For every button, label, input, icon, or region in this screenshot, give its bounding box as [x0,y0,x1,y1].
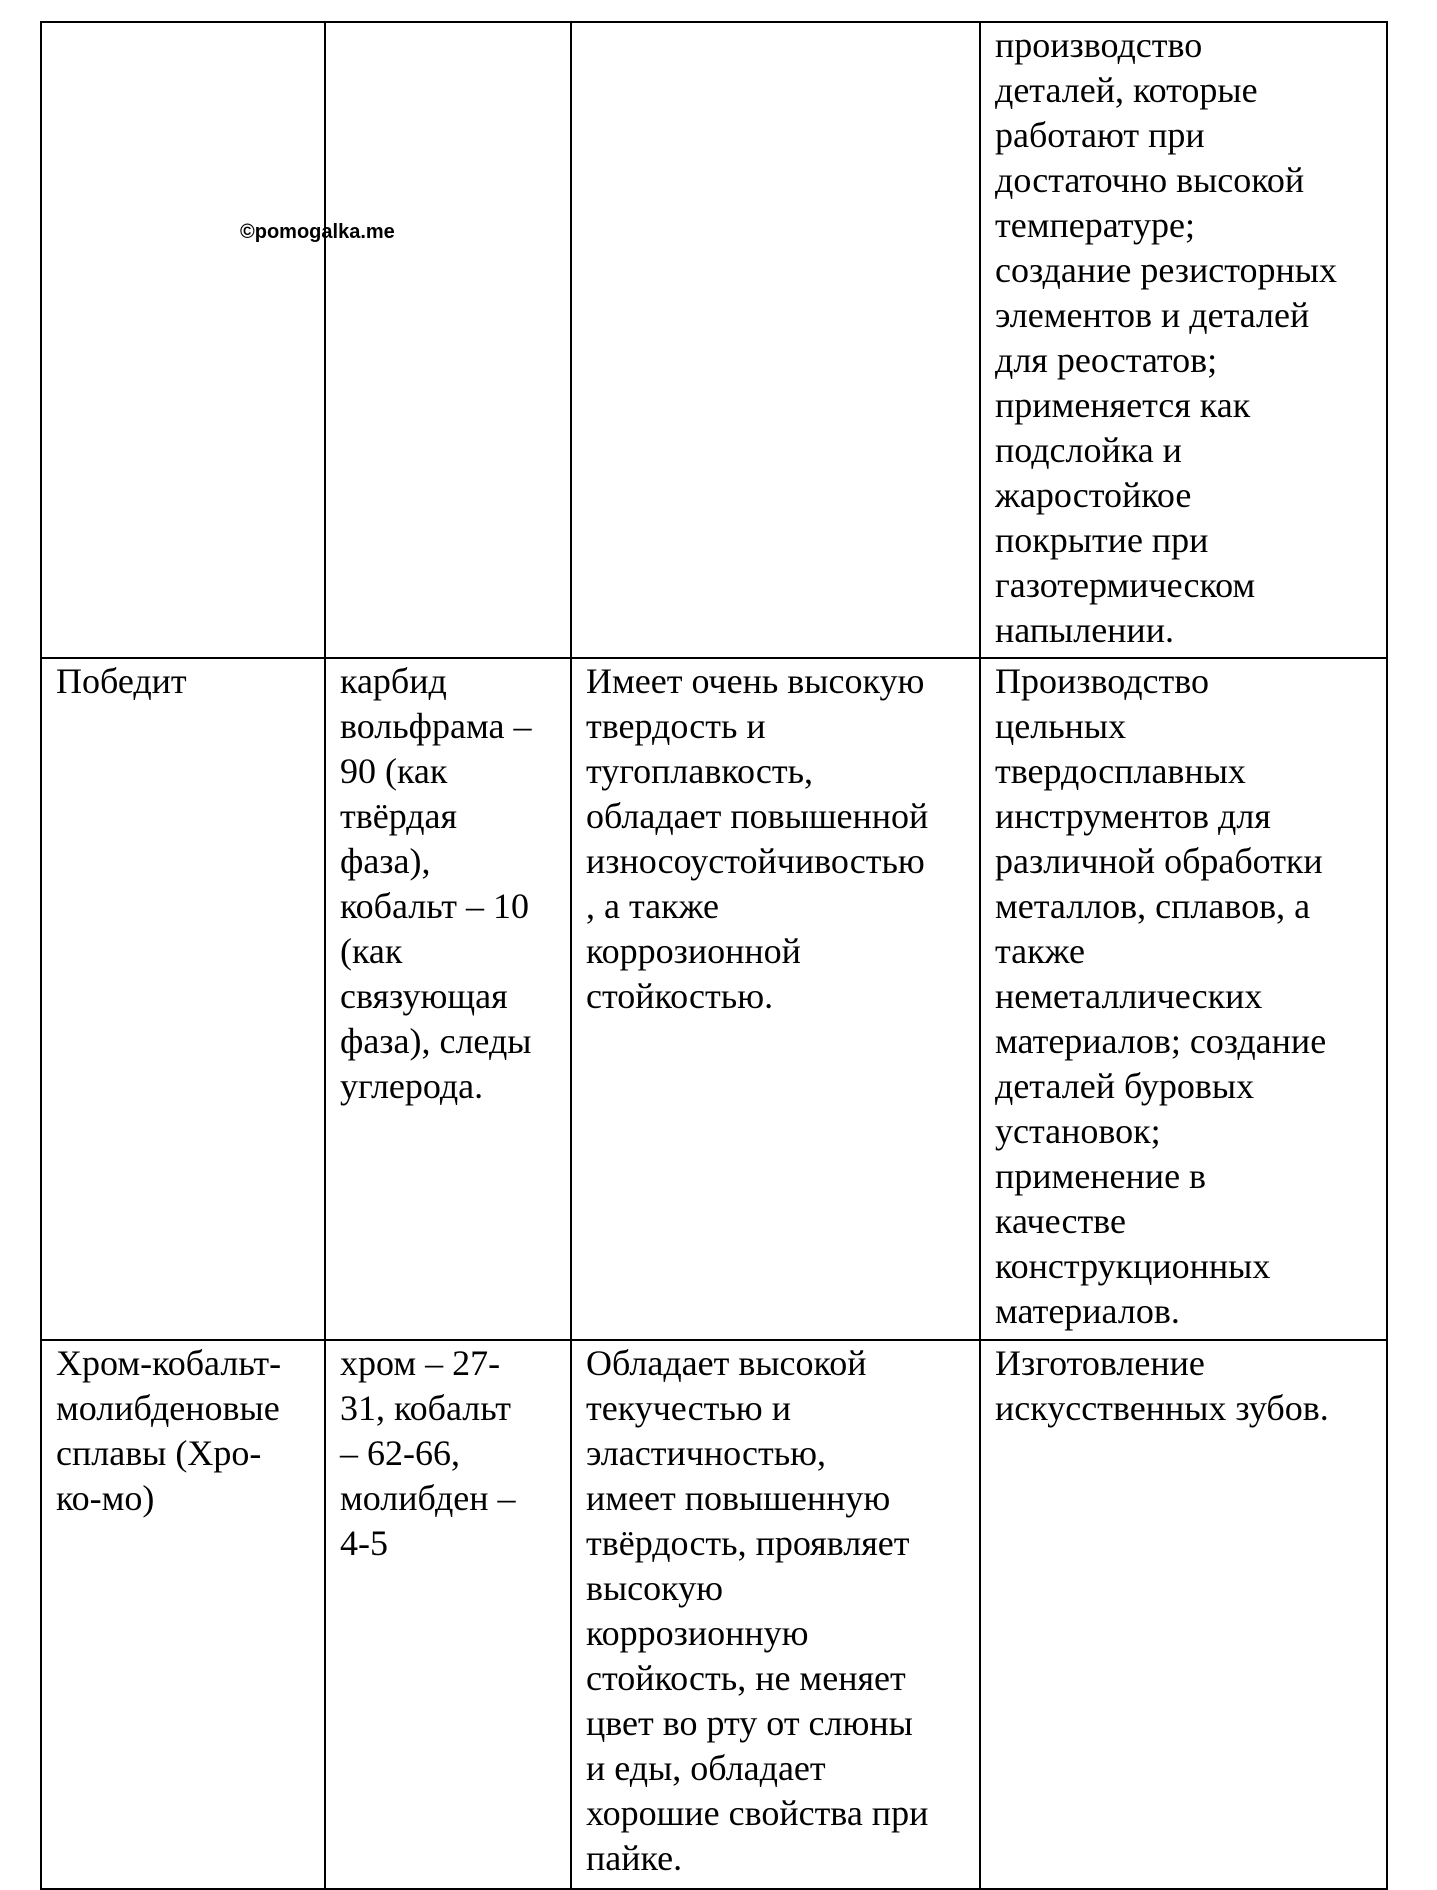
cell-usage: Производство цельных твердосплавных инструментов для различной обработки металлов, сплавов, а также неметаллических материалов; создание деталей буровых установок; применение в качестве конструкционных материалов. [980,658,1387,1340]
cell-composition [325,22,571,658]
cell-usage: Изготовление искусственных зубов. [980,1340,1387,1889]
cell-alloy-name: Хром-кобальт- молибденовые сплавы (Хро- ко-мо) [41,1340,325,1889]
alloys-table [40,21,1388,1890]
table-row [41,1340,1387,1889]
cell-usage: производство деталей, которые работают при достаточно высокой температуре; создание резисторных элементов и деталей для реостатов; применяется как подслойка и жаростойкое покрытие при газотермическом напылении. [980,22,1387,658]
cell-properties [571,22,980,658]
table-row [41,658,1387,1340]
watermark: ©pomogalka.me [240,221,395,243]
cell-properties: Обладает высокой текучестью и эластичностью, имеет повышенную твёрдость, проявляет высокую коррозионную стойкость, не меняет цвет во рту от слюны и еды, обладает хорошие свойства при пайке. [571,1340,980,1889]
cell-alloy-name: Победит [41,658,325,1340]
cell-composition: хром – 27- 31, кобальт – 62-66, молибден – 4-5 [325,1340,571,1889]
cell-composition: карбид вольфрама – 90 (как твёрдая фаза), кобальт – 10 (как связующая фаза), следы углерода. [325,658,571,1340]
table-row [41,22,1387,658]
cell-properties: Имеет очень высокую твердость и тугоплавкость, обладает повышенной износоустойчивостью , а также коррозионной стойкостью. [571,658,980,1340]
cell-alloy-name [41,22,325,658]
